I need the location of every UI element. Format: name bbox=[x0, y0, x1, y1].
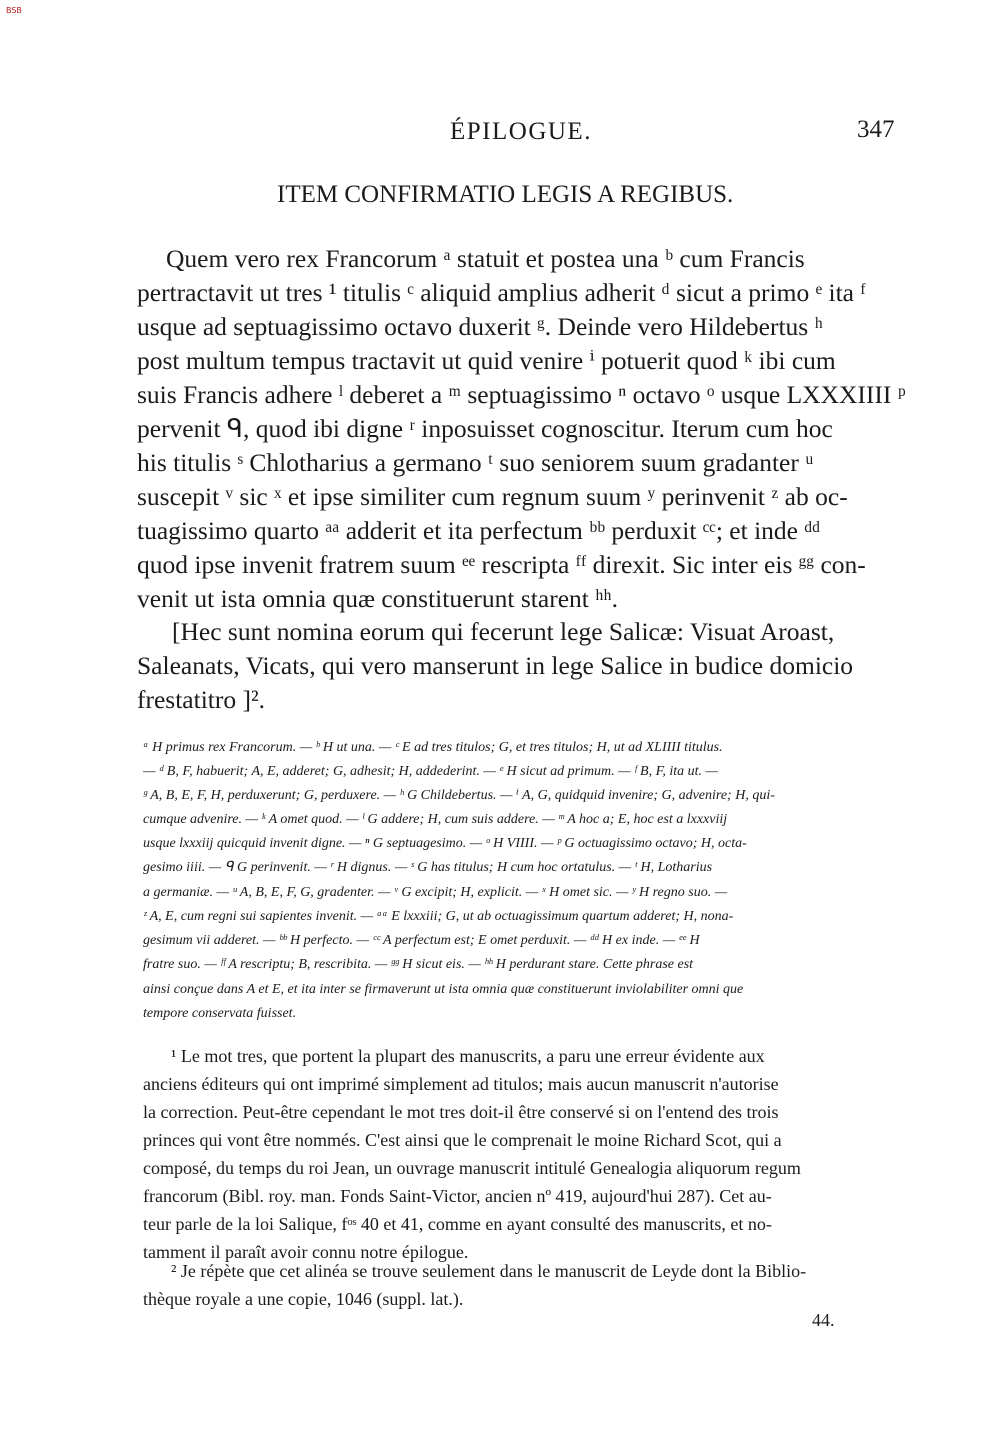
apparatus-line: ᵃ H primus rex Francorum. — ᵇ H ut una. — ᶜ E ad tres titulos; G, et tres titulos; H, ut ad XLIIII titulus. bbox=[143, 740, 723, 755]
main-line: suis Francis adhere ˡ deberet a ᵐ septuagissimo ⁿ octavo ᵒ usque LXXXIIII ᵖ bbox=[137, 380, 906, 409]
apparatus-line: ainsi conçue dans A et E, et ita inter se firmaverunt ut ista omnia quæ constituerunt inviolabiliter omni que bbox=[143, 982, 744, 997]
main-line: his titulis ˢ Chlotharius a germano ᵗ suo seniorem suum gradanter ᵘ bbox=[137, 448, 814, 477]
apparatus-line: usque lxxxiij quicquid invenit digne. — ⁿ G septuagesimo. — ᵒ H VIIII. — ᵖ G octuagissimo octavo; H, octa- bbox=[143, 836, 747, 851]
main-line: frestatitro ]². bbox=[137, 685, 266, 714]
main-line: usque ad septuagissimo octavo duxerit ᵍ. Deinde vero Hildebertus ʰ bbox=[137, 312, 823, 341]
apparatus-line: gesimo iiii. — ᑫ G perinvenit. — ʳ H dignus. — ˢ G has titulus; H cum hoc ortatulus. — ᵗ H, Lotharius bbox=[143, 860, 713, 875]
footnote-line: anciens éditeurs qui ont imprimé simplement ad titulos; mais aucun manuscrit n'autorise bbox=[143, 1074, 779, 1094]
main-line: pertractavit ut tres ¹ titulis ᶜ aliquid amplius adherit ᵈ sicut a primo ᵉ ita ᶠ bbox=[137, 278, 866, 307]
main-line: post multum tempus tractavit ut quid venire ⁱ potuerit quod ᵏ ibi cum bbox=[137, 346, 836, 375]
footnote-line: composé, du temps du roi Jean, un ouvrage manuscrit intitulé Genealogia aliquorum regum bbox=[143, 1158, 801, 1178]
main-line: Quem vero rex Francorum ᵃ statuit et postea una ᵇ cum Francis bbox=[166, 244, 805, 273]
footnote-line: francorum (Bibl. roy. man. Fonds Saint-Victor, ancien nº 419, aujourd'hui 287). Cet au- bbox=[143, 1186, 772, 1206]
running-head: ÉPILOGUE. bbox=[450, 118, 592, 145]
apparatus-line: cumque advenire. — ᵏ A omet quod. — ˡ G addere; H, cum suis addere. — ᵐ A hoc a; E, hoc est a lxxxviij bbox=[143, 812, 728, 827]
main-line: tuagissimo quarto ᵃᵃ adderit et ita perfectum ᵇᵇ perduxit ᶜᶜ; et inde ᵈᵈ bbox=[137, 516, 821, 545]
footnote-line: la correction. Peut-être cependant le mot tres doit-il être conservé si on l'entend des trois bbox=[143, 1102, 779, 1122]
footnote-line: ¹ Le mot tres, que portent la plupart des manuscrits, a paru une erreur évidente aux bbox=[171, 1046, 765, 1066]
main-line: quod ipse invenit fratrem suum ᵉᵉ rescripta ᶠᶠ direxit. Sic inter eis ᵍᵍ con- bbox=[137, 550, 866, 579]
library-stamp: BSB bbox=[6, 6, 22, 15]
apparatus-line: ᶻ A, E, cum regni sui sapientes invenit. — ᵃᵃ E lxxxiii; G, ut ab octuagissimum quartum adderet; H, nona- bbox=[143, 909, 734, 924]
apparatus-line: ᵍ A, B, E, F, H, perduxerunt; G, perduxere. — ʰ G Childebertus. — ⁱ A, G, quidquid invenire; G, advenire; H, qui- bbox=[143, 788, 775, 803]
main-line: Saleanats, Vicats, qui vero manserunt in lege Salice in budice domicio bbox=[137, 651, 854, 680]
apparatus-line: tempore conservata fuisset. bbox=[143, 1006, 297, 1021]
apparatus-line: fratre suo. — ᶠᶠ A rescriptu; B, rescribita. — ᵍᵍ H sicut eis. — ʰʰ H perdurant stare. Cette phrase est bbox=[143, 957, 694, 972]
signature-mark: 44. bbox=[812, 1310, 835, 1330]
main-line: [Hec sunt nomina eorum qui fecerunt lege Salicæ: Visuat Aroast, bbox=[172, 617, 835, 646]
apparatus-line: — ᵈ B, F, habuerit; A, E, adderet; G, adhesit; H, addederint. — ᵉ H sicut ad primum. — ᶠ B, F, ita ut. — bbox=[143, 764, 718, 779]
apparatus-line: gesimum vii adderet. — ᵇᵇ H perfecto. — ᶜᶜ A perfectum est; E omet perduxit. — ᵈᵈ H ex inde. — ᵉᵉ H bbox=[143, 933, 700, 948]
footnote-line: ² Je répète que cet alinéa se trouve seulement dans le manuscrit de Leyde dont la Biblio- bbox=[171, 1261, 807, 1281]
main-line: suscepit ᵛ sic ˣ et ipse similiter cum regnum suum ʸ perinvenit ᶻ ab oc- bbox=[137, 482, 848, 511]
footnote-line: tamment il paraît avoir connu notre épilogue. bbox=[143, 1242, 469, 1262]
footnote-line: thèque royale a une copie, 1046 (suppl. lat.). bbox=[143, 1289, 464, 1309]
page-number: 347 bbox=[857, 116, 895, 143]
footnote-line: princes qui vont être nommés. C'est ainsi que le comprenait le moine Richard Scot, qui a bbox=[143, 1130, 782, 1150]
footnote-line: teur parle de la loi Salique, fᵒˢ 40 et 41, comme en ayant consulté des manuscrits, et no- bbox=[143, 1214, 772, 1234]
section-title: ITEM CONFIRMATIO LEGIS A REGIBUS. bbox=[277, 181, 734, 208]
main-line: venit ut ista omnia quæ constituerunt starent ʰʰ. bbox=[137, 584, 618, 613]
main-line: pervenit ᑫ, quod ibi digne ʳ inposuisset cognoscitur. Iterum cum hoc bbox=[137, 414, 833, 443]
apparatus-line: a germaniæ. — ᵘ A, B, E, F, G, gradenter. — ᵛ G excipit; H, explicit. — ˣ H omet sic. — ʸ H regno suo. — bbox=[143, 885, 728, 900]
